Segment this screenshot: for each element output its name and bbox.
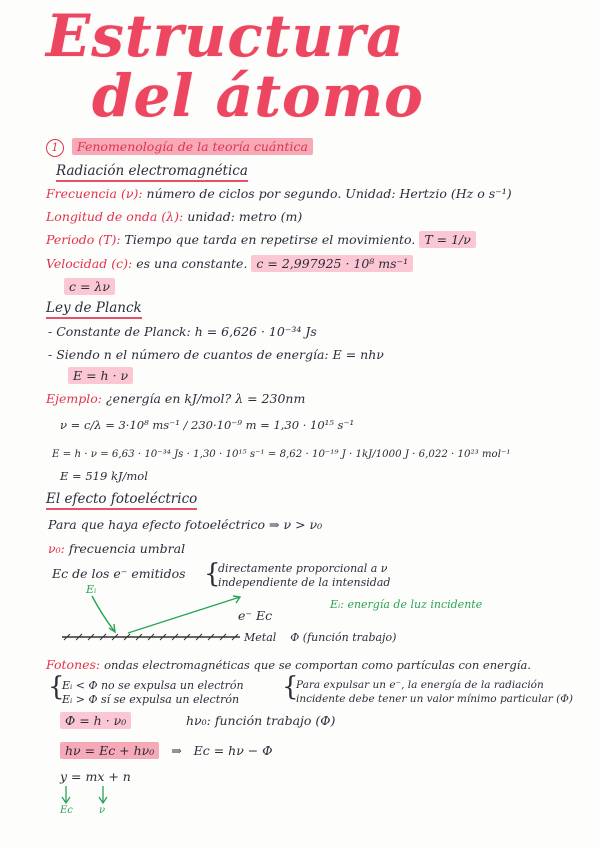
frecuencia-text: número de ciclos por segundo. Unidad: Hertzio (Hz o s⁻¹) — [146, 186, 512, 201]
x-map: ν — [99, 805, 106, 816]
fotones-text: ondas electromagnéticas que se comportan como partículas con energía. — [104, 658, 531, 672]
example-question: ¿energía en kJ/mol? λ = 230nm — [105, 391, 306, 406]
velocidad-value: c = 2,997925 · 10⁸ ms⁻¹ — [251, 255, 413, 272]
photo-heading: El efecto fotoeléctrico — [46, 491, 197, 510]
phi-label: Φ (función trabajo) — [290, 631, 397, 644]
ec-formula: Ec = hν − Φ — [193, 743, 273, 758]
planck-item1: - Constante de Planck: h = 6,626 · 10⁻³⁴ Js — [48, 324, 317, 339]
subsection-heading: Radiación electromagnética — [56, 163, 248, 182]
longitud-text: unidad: metro (m) — [187, 209, 303, 224]
periodo-formula: T = 1/ν — [419, 231, 476, 248]
page-title-line1: Estructura — [46, 2, 405, 70]
main-formula: hν = Ec + hν₀ — [60, 742, 159, 759]
example-label: Ejemplo: — [46, 391, 102, 406]
fotones-case2: Eᵢ > Φ sí se expulsa un electrón — [62, 693, 240, 706]
planck-formula: E = h · ν — [68, 367, 133, 384]
velocidad-label: Velocidad (c): — [46, 256, 133, 271]
example-line1: ν = c/λ = 3·10⁸ ms⁻¹ / 230·10⁻⁹ m = 1,30 · 10¹⁵ s⁻¹ — [60, 418, 355, 432]
metal-label: Metal — [244, 631, 277, 644]
y-map: Ec — [60, 805, 73, 816]
frecuencia-label: Frecuencia (ν): — [46, 186, 143, 201]
nu0-label: ν₀: — [48, 541, 65, 556]
section-number: 1 — [46, 139, 64, 157]
brace-line1: directamente proporcional a ν — [218, 562, 388, 575]
example-line3: E = 519 kJ/mol — [60, 469, 148, 483]
ec-brace: { — [204, 559, 221, 589]
formula-arrow: ⇒ — [171, 743, 182, 758]
phi-formula: Φ = h · ν₀ — [60, 712, 131, 729]
velocidad-text: es una constante. — [136, 256, 248, 271]
fotones-note2: incidente debe tener un valor mínimo particular (Φ) — [296, 693, 573, 705]
ec-text: Ec de los e⁻ emitidos — [52, 566, 186, 581]
periodo-label: Periodo (T): — [46, 232, 121, 247]
electron-label: e⁻ Ec — [238, 608, 273, 623]
section-title: Fenomenología de la teoría cuántica — [72, 138, 313, 155]
periodo-text: Tiempo que tarda en repetirse el movimiento. — [124, 232, 416, 247]
linear-formula: y = mx + n — [60, 769, 131, 784]
nu0-text: frecuencia umbral — [68, 541, 186, 556]
fotones-brace: { — [48, 672, 65, 702]
fotones-label: Fotones: — [46, 657, 101, 672]
c-formula: c = λν — [64, 278, 115, 295]
brace-line2: independiente de la intensidad — [218, 576, 391, 589]
ei-label: Eᵢ — [86, 583, 97, 596]
planck-heading: Ley de Planck — [46, 300, 142, 319]
example-line2: E = h · ν = 6,63 · 10⁻³⁴ Js · 1,30 · 10¹⁵ s⁻¹ = 8,62 · 10⁻¹⁹ J · 1kJ/1000 J · 6,022 · 10²³ mol⁻¹ — [52, 449, 511, 460]
planck-item2: - Siendo n el número de cuantos de energía: E = nhν — [48, 347, 384, 362]
fotones-note1: Para expulsar un e⁻, la energía de la radiación — [296, 679, 544, 691]
fotones-case1: Eᵢ < Φ no se expulsa un electrón — [62, 679, 244, 692]
page-title-line2: del átomo — [92, 62, 424, 130]
longitud-label: Longitud de onda (λ): — [46, 209, 184, 224]
fotones-note-brace: { — [282, 672, 299, 702]
hv0-text: hν₀: función trabajo (Φ) — [186, 713, 336, 728]
photo-condition: Para que haya efecto fotoeléctrico ⇒ ν > ν₀ — [48, 517, 323, 532]
ei-legend: Eᵢ: energía de luz incidente — [330, 598, 483, 611]
